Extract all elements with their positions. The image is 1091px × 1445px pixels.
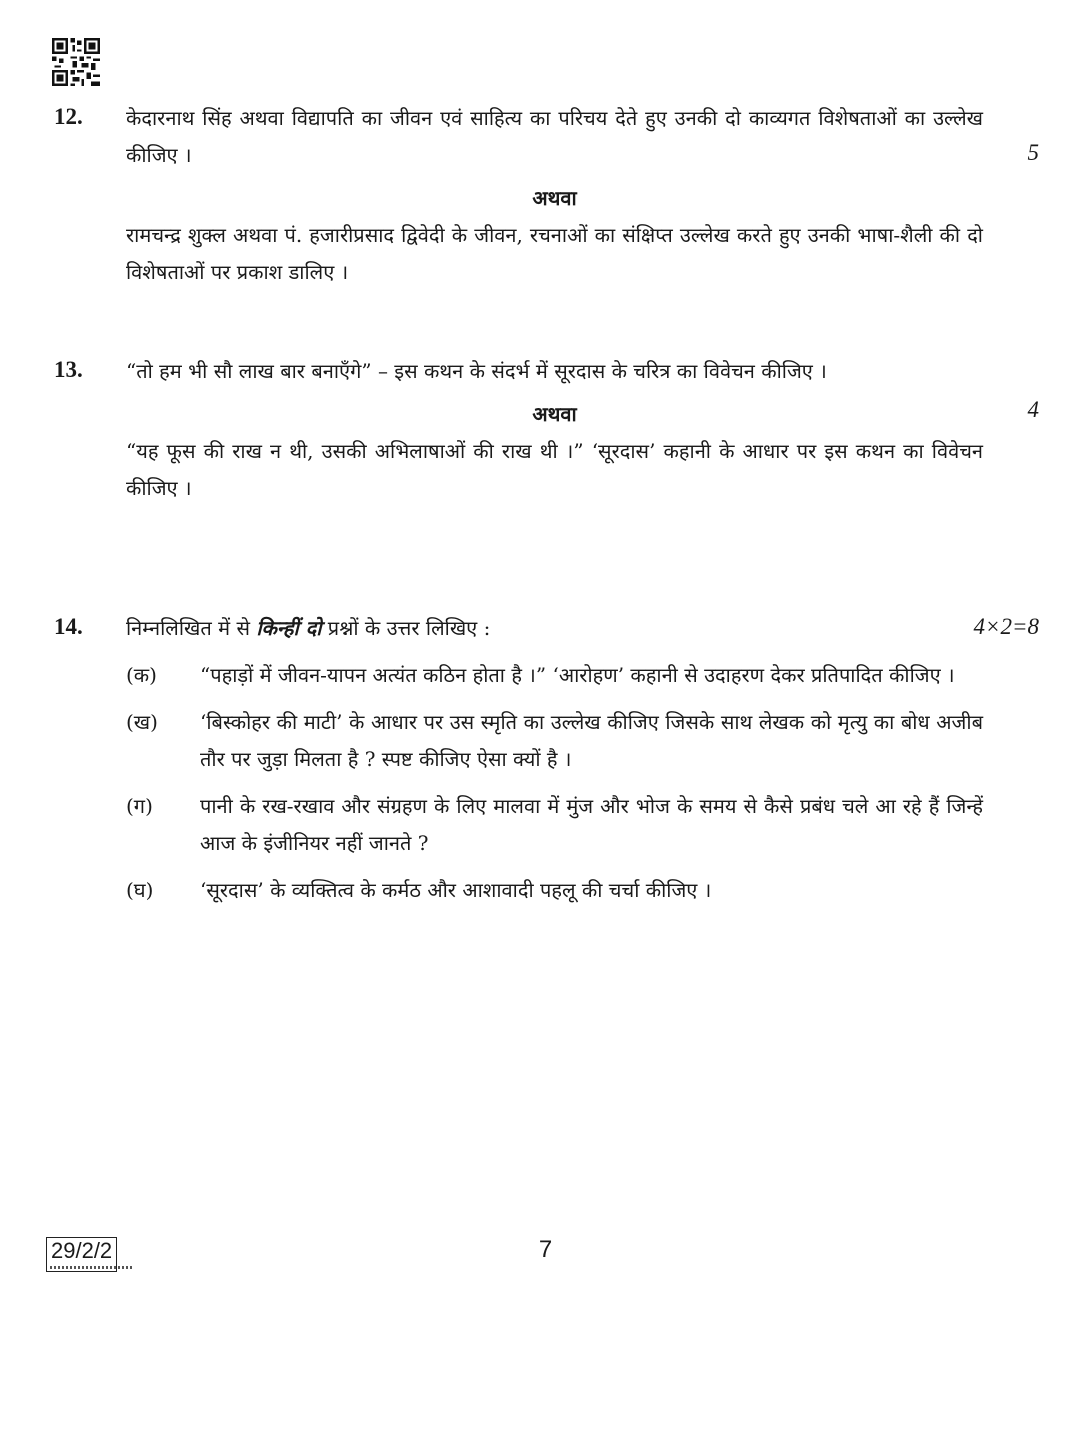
sub-question-ka [126,657,983,694]
question-marks: 4 [1027,397,1039,422]
question-text: “तो हम भी सौ लाख बार बनाएँगे” – इस कथन के संदर्भ में सूरदास के चरित्र का विवेचन कीजिए । [126,359,827,383]
question-number: 12. [54,104,83,129]
question-marks: 4×2=8 [973,614,1039,639]
page-number: 7 [538,1236,553,1263]
sub-question-label: (क) [126,663,157,687]
sub-question-label: (ग) [126,794,153,818]
sub-question-text: ‘बिस्कोहर की माटी’ के आधार पर उस स्मृति का उल्लेख कीजिए जिसके साथ लेखक को मृत्यु का बोध अजीब तौर पर जुड़ा मिलता है ? स्पष्ट कीजिए ऐसा क्यों है । [200,710,983,771]
question-number: 14. [54,614,83,639]
or-separator: अथवा [532,186,577,210]
sub-question-gha [126,872,983,909]
question-12 [54,100,1039,291]
sub-question-ga [126,788,983,862]
paper-code-fineprint [50,1266,132,1269]
or-separator: अथवा [532,402,577,426]
alternative-question-text: रामचन्द्र शुक्ल अथवा पं. हजारीप्रसाद द्विवेदी के जीवन, रचनाओं का संक्षिप्त उल्लेख करते हुए उनकी भाषा-शैली की दो विशेषताओं पर प्रकाश डालिए । [126,223,983,284]
instruction-text: निम्नलिखित में से [126,616,257,640]
question-13 [54,353,1039,507]
sub-question-label: (घ) [126,878,154,902]
sub-question-text: “पहाड़ों में जीवन-यापन अत्यंत कठिन होता है ।” ‘आरोहण’ कहानी से उदाहरण देकर प्रतिपादित कीजिए । [200,663,955,687]
paper-code-text: 29/2/2 [51,1238,113,1263]
sub-question-text: पानी के रख-रखाव और संग्रहण के लिए मालवा में मुंज और भोज के समय से कैसे प्रबंध चले आ रहे हैं जिन्हें आज के इंजीनियर नहीं जानते ? [200,794,983,855]
instruction-text: प्रश्नों के उत्तर लिखिए : [321,616,491,640]
alternative-question-text: “यह फूस की राख न थी, उसकी अभिलाषाओं की राख थी ।” ‘सूरदास’ कहानी के आधार पर इस कथन का विवेचन कीजिए । [126,439,983,500]
question-marks: 5 [1027,140,1039,165]
sub-question-text: ‘सूरदास’ के व्यक्तित्व के कर्मठ और आशावादी पहलू की चर्चा कीजिए । [200,878,712,902]
qr-code-icon [52,38,100,86]
sub-question-label: (ख) [126,710,158,734]
question-instruction [126,610,983,647]
sub-question-kha [126,704,983,778]
question-text: केदारनाथ सिंह अथवा विद्यापति का जीवन एवं साहित्य का परिचय देते हुए उनकी दो काव्यगत विशेषताओं का उल्लेख कीजिए । [126,106,983,167]
question-14 [54,610,1039,909]
instruction-emphasis: किन्हीं दो [256,616,322,640]
question-number: 13. [54,357,83,382]
